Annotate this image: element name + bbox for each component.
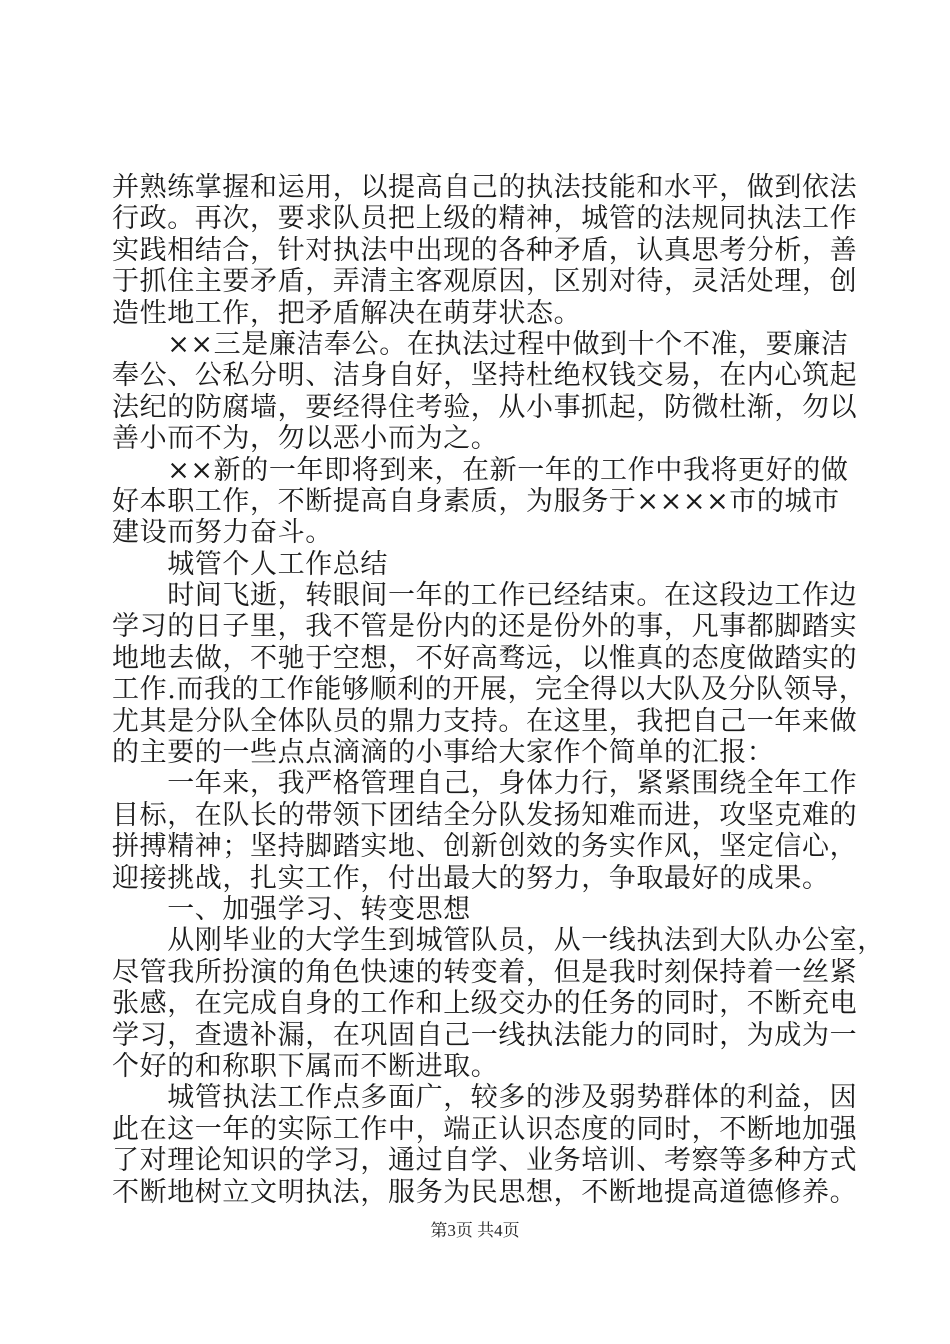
text-line: 尤其是分队全体队员的鼎力支持。在这里，我把自己一年来做 (112, 705, 858, 737)
text-line: 学习的日子里，我不管是份内的还是份外的事，凡事都脚踏实 (112, 611, 858, 643)
text-line: 从刚毕业的大学生到城管队员，从一线执法到大队办公室， (112, 925, 885, 957)
section-heading: 一、加强学习、转变思想 (112, 893, 471, 925)
text-line: 张感，在完成自身的工作和上级交办的任务的同时，不断充电 (112, 988, 858, 1020)
text-line: 地地去做，不驰于空想，不好高骛远，以惟真的态度做踏实的 (112, 642, 858, 674)
text-line: 实践相结合，针对执法中出现的各种矛盾，认真思考分析，善 (112, 234, 858, 266)
text-line: 个好的和称职下属而不断进取。 (112, 1050, 499, 1082)
text-line: 此在这一年的实际工作中，端正认识态度的同时，不断地加强 (112, 1113, 858, 1145)
text-line: 造性地工作，把矛盾解决在萌芽状态。 (112, 297, 582, 329)
text-line: 城管执法工作点多面广，较多的涉及弱势群体的利益，因 (112, 1082, 858, 1114)
page-number-footer: 第3页 共4页 (430, 1221, 520, 1240)
document-body (112, 172, 885, 1208)
text-line: 拼搏精神；坚持脚踏实地、创新创效的务实作风，坚定信心， (112, 831, 858, 863)
text-line: 奉公、公私分明、洁身自好，坚持杜绝权钱交易，在内心筑起 (112, 360, 858, 392)
text-line: 不断地树立文明执法，服务为民思想，不断地提高道德修养。 (112, 1176, 858, 1208)
text-line: 建设而努力奋斗。 (112, 517, 333, 549)
text-line: 行政。再次，要求队员把上级的精神，城管的法规同执法工作 (112, 203, 858, 235)
text-line: 一年来，我严格管理自己，身体力行，紧紧围绕全年工作 (112, 768, 858, 800)
text-line: 尽管我所扮演的角色快速的转变着，但是我时刻保持着一丝紧 (112, 956, 858, 988)
text-line: 并熟练掌握和运用，以提高自己的执法技能和水平，做到依法 (112, 172, 858, 203)
text-line: 于抓住主要矛盾，弄清主客观原因，区别对待，灵活处理，创 (112, 266, 858, 298)
text-line: 工作.而我的工作能够顺利的开展，完全得以大队及分队领导， (112, 674, 867, 706)
text-line: 了对理论知识的学习，通过自学、业务培训、考察等多种方式 (112, 1145, 858, 1177)
text-line: 的主要的一些点点滴滴的小事给大家作个简单的汇报： (112, 737, 775, 769)
section-heading: 城管个人工作总结 (112, 548, 388, 580)
text-line: 学习，查遗补漏，在巩固自己一线执法能力的同时，为成为一 (112, 1019, 858, 1051)
text-line: 法纪的防腐墙，要经得住考验，从小事抓起，防微杜渐，勿以 (112, 391, 858, 423)
text-line: 时间飞逝，转眼间一年的工作已经结束。在这段边工作边 (112, 580, 858, 612)
text-line: 迎接挑战，扎实工作，付出最大的努力，争取最好的成果。 (112, 862, 830, 894)
text-line: ××新的一年即将到来，在新一年的工作中我将更好的做 (112, 454, 849, 486)
text-line: ××三是廉洁奉公。在执法过程中做到十个不准，要廉洁 (112, 328, 849, 360)
text-line: 善小而不为，勿以恶小而为之。 (112, 423, 499, 455)
text-line: 目标，在队长的带领下团结全分队发扬知难而进，攻坚克难的 (112, 799, 858, 831)
text-line: 好本职工作，不断提高自身素质，为服务于××××市的城市 (112, 485, 840, 517)
